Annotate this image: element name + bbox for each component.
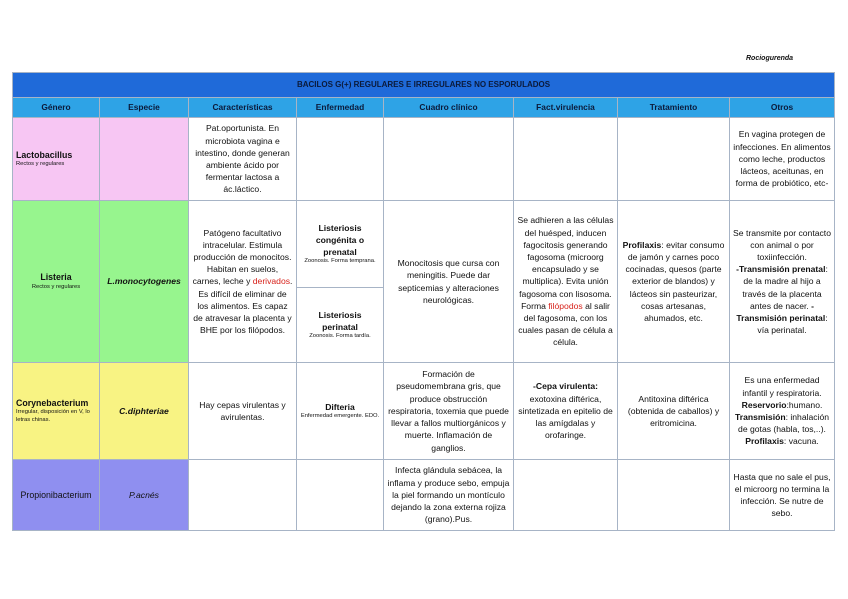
disease-name: Difteria bbox=[325, 401, 355, 412]
others-reservoir-text: :humano. bbox=[786, 399, 823, 410]
genus-name: Listeria bbox=[40, 272, 72, 283]
table-title-row bbox=[13, 73, 835, 98]
disease-note: Zoonosis. Forma temprana. bbox=[304, 258, 376, 265]
author-signature: Rociogurenda bbox=[746, 55, 794, 62]
disease-note: Zoonosis. Forma tardía. bbox=[309, 333, 371, 340]
others-perinatal-text: : vía perinatal. bbox=[757, 313, 828, 336]
header-tratamiento: Tratamiento bbox=[618, 98, 730, 118]
disease-note: Enfermedad emergente. EDO. bbox=[300, 413, 380, 420]
species-cell bbox=[100, 118, 189, 201]
clinical-cell: Infecta glándula sebácea, la inflama y produce sebo, empuja la piel formando un montículo dejando la zona externa rojiza (grano).Pus. bbox=[384, 460, 514, 531]
others-intro: Se transmite por contacto con animal o por toxiinfección. bbox=[733, 227, 831, 262]
header-row bbox=[13, 98, 835, 118]
table-row-listeria bbox=[13, 201, 835, 288]
header-caracteristicas: Características bbox=[189, 98, 297, 118]
disease-cell-perinatal bbox=[297, 288, 384, 363]
others-transmission-text: : inhalación de gotas (habla, tos,..). bbox=[738, 412, 830, 435]
header-especie: Especie bbox=[100, 98, 189, 118]
others-prenatal-text: : de la madre al hijo a través de la placenta antes de nacer. bbox=[742, 264, 828, 311]
virulence-cell bbox=[514, 201, 618, 363]
disease-name: Listeriosis perinatal bbox=[318, 309, 362, 333]
virulence-cell bbox=[514, 460, 618, 531]
others-cell: En vagina protegen de infecciones. En alimentos como leche, productos lácteos, aceitunas, en forma de probiótico, etc- bbox=[730, 118, 835, 201]
virulence-cell bbox=[514, 118, 618, 201]
others-reservoir-label: Reservorio bbox=[741, 399, 787, 410]
treatment-cell bbox=[618, 118, 730, 201]
others-transmission-label: Transmisión bbox=[734, 412, 786, 422]
treatment-cell: Antitoxina diftérica (obtenida de caballos) y eritromicina. bbox=[618, 363, 730, 460]
genus-name: Corynebacterium bbox=[16, 397, 89, 408]
characteristics-text-b: . Es difícil de eliminar de los alimentos. Es capaz de atravesar la placenta y BHE por los filópodos. bbox=[193, 276, 293, 336]
virulence-highlight: filópodos bbox=[548, 300, 583, 311]
disease-cell bbox=[297, 460, 384, 531]
species-cell: C.diphteriae bbox=[100, 363, 189, 460]
others-prophylaxis-label: Profilaxis bbox=[745, 436, 784, 447]
table-row-propionibacterium bbox=[13, 460, 835, 531]
others-cell: Hasta que no sale el pus, el microorg no termina la infección. Se nutre de sebo. bbox=[730, 460, 835, 531]
virulence-label: -Cepa virulenta: bbox=[533, 381, 598, 392]
characteristics-highlight: derivados bbox=[252, 276, 291, 287]
table-row-lactobacillus bbox=[13, 118, 835, 201]
others-cell bbox=[730, 363, 835, 460]
genus-note: Rectos y regulares bbox=[31, 283, 81, 290]
virulence-cell bbox=[514, 363, 618, 460]
clinical-cell: Monocitosis que cursa con meningitis. Puede dar septicemias y alteraciones neurológicas. bbox=[384, 201, 514, 363]
genus-name: Propionibacterium bbox=[20, 489, 92, 500]
disease-cell bbox=[297, 363, 384, 460]
header-otros: Otros bbox=[730, 98, 835, 118]
characteristics-cell: Pat.oportunista. En microbiota vagina e intestino, donde generan ambiente ácido por fermentar lactosa a ác.láctico. bbox=[189, 118, 297, 201]
treatment-text: : evitar consumo de jamón y carnes poco cocinadas, quesos (parte exterior de blandos) y lácteos sin pasteurizar, cosas artesanas, ahumados, etc. bbox=[625, 239, 725, 323]
characteristics-cell bbox=[189, 460, 297, 531]
genus-cell bbox=[13, 460, 100, 531]
clinical-cell bbox=[384, 118, 514, 201]
table-title: BACILOS G(+) REGULARES E IRREGULARES NO ESPORULADOS bbox=[13, 73, 835, 98]
others-cell bbox=[730, 201, 835, 363]
header-fact-virulencia: Fact.virulencia bbox=[514, 98, 618, 118]
disease-name: Listeriosis congénita o prenatal bbox=[315, 222, 365, 258]
species-cell: L.monocytogenes bbox=[100, 201, 189, 363]
clinical-cell: Formación de pseudomembrana gris, que produce obstrucción respiratoria, toxemia que puede llevar a fallos multiorgánicos y muerte. Inflamación de ganglios. bbox=[384, 363, 514, 460]
disease-cell-prenatal bbox=[297, 201, 384, 288]
species-cell: P.acnés bbox=[100, 460, 189, 531]
virulence-text: exotoxina diftérica, sintetizada en epitelio de las amígdalas y orofaringe. bbox=[518, 393, 613, 441]
characteristics-text-a: Patógeno facultativo intracelular. Estimula producción de monocitos. Habitan en suelos, carnes, leche y bbox=[192, 227, 292, 287]
virulence-text-a: Se adhieren a las células del huésped, inducen fagocitosis generando fagosoma (microorg encapsulado y se multiplica). Evita unión fagosoma con lisosoma. Forma bbox=[517, 215, 614, 311]
genus-note: Rectos y regulares bbox=[16, 161, 65, 168]
others-perinatal-label: -Transmisión perinatal bbox=[736, 300, 826, 323]
genus-cell bbox=[13, 363, 100, 460]
genus-name: Lactobacillus bbox=[16, 149, 73, 160]
treatment-cell bbox=[618, 201, 730, 363]
others-prophylaxis-text: : vacuna. bbox=[783, 436, 819, 447]
header-cuadro-clinico: Cuadro clínico bbox=[384, 98, 514, 118]
characteristics-cell: Hay cepas virulentas y avirulentas. bbox=[189, 363, 297, 460]
others-intro: Es una enfermedad infantil y respiratoria. bbox=[742, 375, 822, 398]
disease-cell bbox=[297, 118, 384, 201]
genus-cell bbox=[13, 201, 100, 363]
genus-note: Irregular, disposición en V, lo letras chinas. bbox=[16, 409, 90, 424]
header-genero: Género bbox=[13, 98, 100, 118]
table-row-corynebacterium bbox=[13, 363, 835, 460]
treatment-label: Profilaxis bbox=[622, 239, 662, 250]
genus-cell bbox=[13, 118, 100, 201]
treatment-cell bbox=[618, 460, 730, 531]
bacilli-table bbox=[12, 72, 835, 531]
virulence-text-b: al salir del fagosoma, con los cuales pasan de célula a célula. bbox=[518, 300, 613, 348]
others-prenatal-label: -Transmisión prenatal bbox=[736, 264, 826, 275]
characteristics-cell bbox=[189, 201, 297, 363]
header-enfermedad: Enfermedad bbox=[297, 98, 384, 118]
